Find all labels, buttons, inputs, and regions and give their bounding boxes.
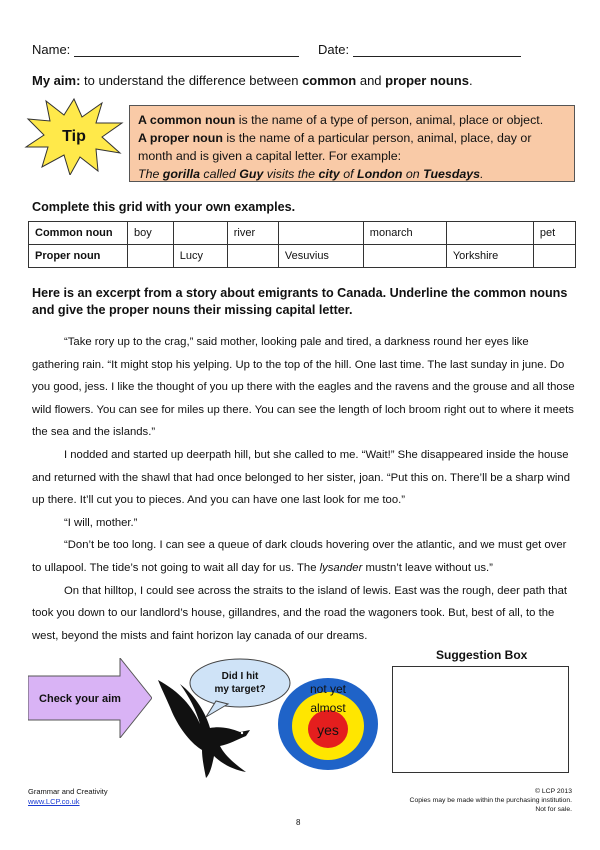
grid-cell[interactable]: Yorkshire: [446, 245, 533, 268]
footer-left: [28, 787, 108, 807]
footer-sale-note: Not for sale.: [535, 806, 572, 813]
target-outer-label: not yet: [309, 682, 347, 696]
grid-cell[interactable]: Vesuvius: [278, 245, 363, 268]
grid-cell[interactable]: [363, 245, 446, 268]
footer-copy-note: Copies may be made within the purchasing institution.: [409, 797, 572, 804]
grid-cell[interactable]: [173, 222, 227, 245]
aim-text: .: [468, 73, 473, 88]
tip-example-text: on: [402, 167, 424, 181]
suggestion-box[interactable]: [392, 666, 569, 773]
story-paragraph: [32, 534, 577, 579]
target-middle-label: almost: [310, 701, 346, 715]
bubble-line-1: Did I hit: [221, 671, 259, 682]
bubble-line-2: my target?: [214, 684, 266, 695]
target-icon: [276, 676, 380, 772]
grid-cell[interactable]: river: [227, 222, 278, 245]
check-aim-label: Check your aim: [39, 693, 121, 705]
tip-example: [138, 165, 566, 183]
check-aim-arrow: [28, 658, 152, 738]
grid-cell[interactable]: [533, 245, 575, 268]
tip-example-text: called: [199, 167, 240, 181]
tip-term: A proper noun: [138, 131, 223, 145]
grid-cell[interactable]: [128, 245, 174, 268]
suggestion-box-title: Suggestion Box: [436, 648, 528, 662]
proper-noun-definition: [138, 129, 566, 165]
date-line: [318, 42, 521, 57]
ship-name: lysander: [319, 561, 363, 574]
tip-example-word: city: [318, 167, 340, 181]
proper-noun-row: [29, 245, 576, 268]
footer-link[interactable]: www.LCP.co.uk: [28, 797, 80, 806]
story-paragraph: “I will, mother.”: [64, 516, 138, 529]
footer-right: [380, 787, 572, 814]
aim-term-common: common: [302, 73, 357, 88]
grid-cell[interactable]: [278, 222, 363, 245]
common-noun-header: Common noun: [29, 222, 128, 245]
tip-box: [129, 105, 575, 182]
grid-instruction: Complete this grid with your own examples.: [32, 200, 296, 214]
aim-term-proper: proper nouns: [385, 73, 469, 88]
tip-text: is the name of a type of person, animal, place or object.: [235, 113, 544, 127]
target-inner-label: yes: [317, 722, 339, 738]
footer-book-title: Grammar and Creativity: [28, 787, 108, 796]
tip-example-text: The: [138, 167, 163, 181]
name-field[interactable]: [74, 42, 299, 57]
aim-label: My aim:: [32, 73, 81, 88]
name-line: [32, 42, 299, 57]
story-excerpt: [32, 331, 577, 647]
tip-label: Tip: [62, 128, 86, 145]
tip-example-word: Tuesdays: [423, 167, 481, 181]
story-text: mustn’t leave without us.”: [362, 561, 493, 574]
tip-example-word: gorilla: [162, 167, 200, 181]
story-paragraph: I nodded and started up deerpath hill, but she called to me. “Wait!” She disappeared inside the house and returned with the shawl that had once belonged to her sister, joan. “Put this on. There’ll be a sharp wind up there. It’ll cut you to pieces. And you can have one last look for me too.”: [32, 448, 570, 507]
grid-cell[interactable]: [446, 222, 533, 245]
tip-example-word: London: [357, 167, 403, 181]
aim-statement: [32, 73, 473, 88]
aim-text: to understand the difference between: [80, 73, 303, 88]
grid-cell[interactable]: [227, 245, 278, 268]
page-number: 8: [296, 818, 301, 827]
date-field[interactable]: [353, 42, 521, 57]
tip-example-text: .: [480, 167, 484, 181]
tip-term: A common noun: [138, 113, 236, 127]
tip-starburst-icon: [24, 97, 124, 175]
grid-cell[interactable]: boy: [128, 222, 174, 245]
story-paragraph: “Take rory up to the crag,” said mother, looking pale and tired, a darkness round her eyes like gathering rain. “It might stop his yelping. Up to the top of the hill. One last time. The last sunday in june. Do you good, jess. I like the thought of you up there with the eagles and the ravens and the grouse and all those wild flowers. You can see for miles up there. You can see the length of loch broom right out to where it meets the sea and the islands.”: [32, 336, 575, 439]
tip-text: is the name of a particular person, animal, place, day or month and is given a capital letter. For example:: [138, 131, 532, 163]
common-noun-definition: [138, 111, 566, 129]
story-paragraph: On that hilltop, I could see across the straits to the island of lewis. East was the rough, deer path that took you down to our landlord’s house, gillandres, and the road the wagoners took. But, best of all, to the west, beyond the mists and faint horizon lay canada of our dreams.: [32, 584, 567, 642]
tip-example-text: of: [339, 167, 358, 181]
excerpt-instruction: Here is an excerpt from a story about emigrants to Canada. Underline the common nouns and give the proper nouns their missing capital letter.: [32, 286, 568, 317]
tip-example-text: visits the: [263, 167, 319, 181]
story-text: “Don’t be too long. I can see a queue of dark clouds hovering over the atlantic, and we must get over to ullapool. The tide’s not going to wait all day for us. The: [32, 539, 567, 574]
tip-example-word: Guy: [239, 167, 264, 181]
aim-text: and: [356, 73, 386, 88]
noun-grid: [28, 221, 576, 268]
footer-copyright: © LCP 2013: [534, 788, 572, 795]
name-label: Name:: [32, 42, 71, 57]
common-noun-row: [29, 222, 576, 245]
grid-cell[interactable]: pet: [533, 222, 575, 245]
proper-noun-header: Proper noun: [29, 245, 128, 268]
grid-cell[interactable]: Lucy: [173, 245, 227, 268]
grid-cell[interactable]: monarch: [363, 222, 446, 245]
date-label: Date:: [318, 42, 350, 57]
